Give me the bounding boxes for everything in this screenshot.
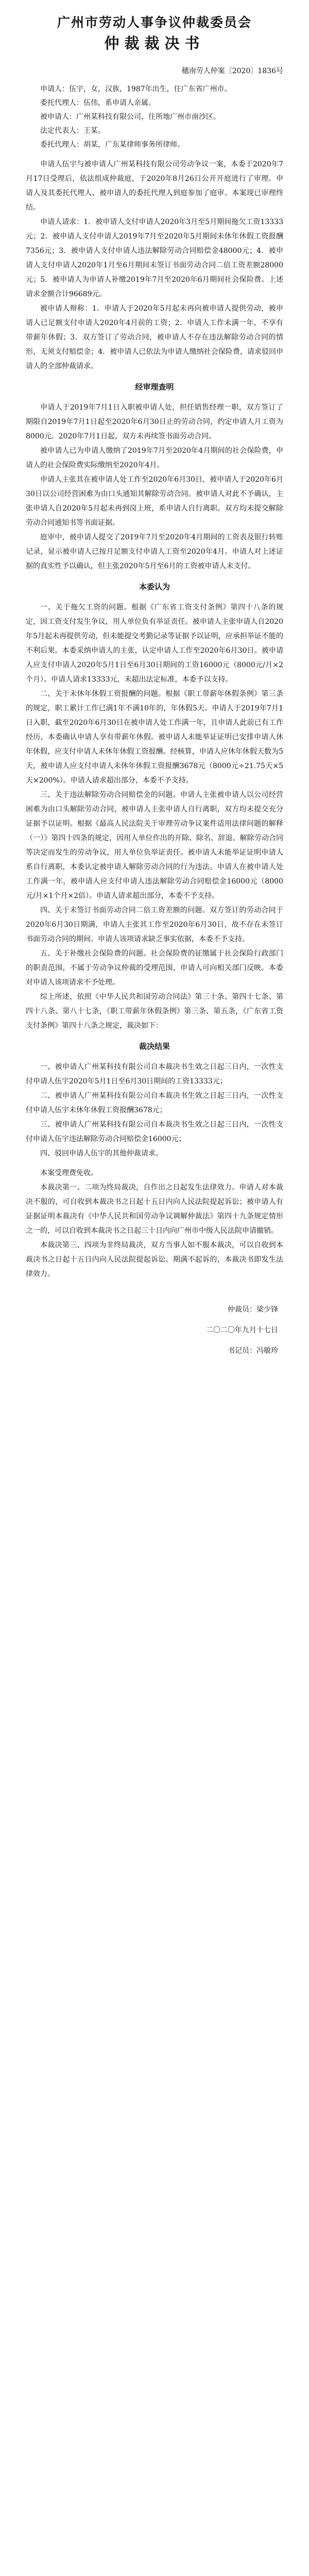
paragraph: 四、关于未签订书面劳动合同二倍工资差额的问题。双方签订的劳动合同于2020年6月30日期满，申请人主张其工作至2020年6月30日，故不存在未签订书面劳动合同的期间。申请人该项请求缺乏事实依据，本委不予支持。 — [26, 906, 283, 943]
ruling-item: 一、被申请人广州某科技有限公司自本裁决书生效之日起三日内，一次性支付申请人伍宇2020年5月1日至6月30日期间的工资13333元； — [26, 1063, 283, 1086]
paragraph: 一、关于拖欠工资的问题。根据《广东省工资支付条例》第四十八条的规定，因工资支付发生争议，用人单位负有举证责任。被申请人主张申请人自2020年5月起未再提供劳动，但未能提交考勤记录等证据予以证明，应承担举证不能的不利后果。本委采纳申请人的主张，认定申请人工作至2020年6月30日。被申请人应支付申请人2020年5月1日至6月30日期间的工资16000元（8000元/月×2个月）。申请人请求13333元，未超出法定标准，本委予以支持。 — [26, 603, 283, 684]
intro-section — [26, 157, 283, 374]
closing-section — [26, 1166, 283, 1281]
signature-block — [26, 1302, 283, 1359]
facts-section — [26, 400, 283, 573]
party-line: 被申请人：广州某科技有限公司，住所地广州市南沙区。 — [40, 113, 220, 121]
case-number: 穗南劳人仲案〔2020〕1836号 — [181, 67, 283, 75]
facts-heading: 经审理查明 — [135, 382, 174, 392]
party-line: 申请人：伍宇，女，汉族，1987年出生，住广东省广州市。 — [40, 85, 232, 93]
ruling-heading: 裁决结果 — [139, 1042, 170, 1051]
arbitrator-name: 仲裁员：梁少锋 — [228, 1306, 278, 1314]
party-line: 委托代理人：胡某，广东某律师事务所律师。 — [40, 141, 184, 149]
paragraph: 三、关于违法解除劳动合同赔偿金的问题。申请人主张被申请人以公司经营困难为由口头解除劳动合同，被申请人主张申请人自行离职，双方均未提交充分证据予以证明。根据《最高人民法院关于审理劳动争议案件适用法律问题的解释（一）》第四十四条的规定，因用人单位作出的开除、除名、辞退、解除劳动合同等决定而发生的劳动争议，用人单位负举证责任。被申请人未能举证证明申请人系自行离职，本委认定被申请人解除劳动合同的行为违法。申请人在被申请人处工作满一年，被申请人应支付申请人违法解除劳动合同赔偿金16000元（8000元/月×1个月×2倍）。申请人请求超出部分，本委不予支持。 — [26, 791, 283, 900]
document-title: 广州市劳动人事争议仲裁委员会 — [57, 15, 252, 30]
paragraph: 被申请人辩称：1．申请人于2020年5月起未再向被申请人提供劳动，被申请人已足额支付申请人2020年4月前的工资；2．申请人工作未满一年，不享有带薪年休假；3．双方签订了劳动合同，被申请人不存在违法解除劳动合同的情形，无须支付赔偿金；4．被申请人已依法为申请人缴纳社会保险费，请求驳回申请人的全部仲裁请求。 — [26, 304, 283, 370]
parties-block — [26, 82, 283, 152]
ruling-date: 二〇二〇年九月十七日 — [206, 1326, 278, 1334]
paragraph: 本裁决第一、二项为终局裁决，自作出之日起发生法律效力。申请人对本裁决不服的，可自收到本裁决书之日起十五日内向人民法院提起诉讼；被申请人有证据证明本裁决有《中华人民共和国劳动争议调解仲裁法》第四十九条规定情形之一的，可以自收到本裁决书之日起三十日内向广州市中级人民法院申请撤销。 — [26, 1183, 283, 1235]
reasoning-section — [26, 600, 283, 1033]
paragraph: 申请人请求：1．被申请人支付申请人2020年3月至5月期间拖欠工资13333元；2．被申请人支付申请人2019年7月至2020年5月期间未休年休假工资报酬7356元；3．被申请人支付申请人违法解除劳动合同赔偿金48000元；4．被申请人支付申请人2020年1月至6月期间未签订书面劳动合同二倍工资差额28000元；5．被申请人为申请人补缴2019年7月至2020年6月期间社会保险费。上述请求金额合计96689元。 — [26, 218, 283, 298]
paragraph: 庭审中，被申请人提交了2019年7月至2020年4月期间的工资表及银行转账记录，显示被申请人已按月足额支付申请人工资至2020年4月。申请人对上述证据的真实性予以确认，但主张2020年5月至6月的工资被申请人未支付。 — [26, 533, 283, 570]
party-line: 委托代理人：伍伟，系申请人亲属。 — [40, 99, 156, 107]
paragraph: 申请人伍宇与被申请人广州某科技有限公司劳动争议一案，本委于2020年7月17日受理后，依法组成仲裁庭，于2020年8月26日公开开庭进行了审理。申请人及其委托代理人、被申请人的委托代理人到庭参加了庭审。本案现已审理终结。 — [26, 160, 283, 212]
paragraph: 本裁决第三、四项为非终局裁决，双方当事人如不服本裁决，可以自收到本裁决书之日起十五日内向人民法院提起诉讼。期满不起诉的，本裁决书即发生法律效力。 — [26, 1241, 283, 1278]
ruling-section — [26, 1060, 283, 1161]
party-line: 法定代表人：王某。 — [40, 127, 105, 135]
paragraph: 本案受理费免收。 — [40, 1169, 98, 1177]
ruling-item: 四、驳回申请人伍宇的其他仲裁请求。 — [40, 1149, 163, 1158]
reasoning-heading: 本委认为 — [139, 582, 170, 591]
paragraph: 二、关于未休年休假工资报酬的问题。根据《职工带薪年休假条例》第三条的规定，职工累计工作已满1年不满10年的，年休假5天。申请人于2019年7月1日入职，截至2020年6月30日在被申请人处工作满一年，且申请人此前已有工作经历，本委确认申请人享有带薪年休假。被申请人未能举证证明已安排申请人休年休假，应支付申请人未休年休假工资报酬。经核算，申请人应休年休假天数为5天，被申请人应支付申请人未休年休假工资报酬3678元（8000元÷21.75天×5天×200%）。申请人请求超出部分，本委不予支持。 — [26, 690, 283, 785]
ruling-item: 三、被申请人广州某科技有限公司自本裁决书生效之日起三日内，一次性支付申请人伍宇违法解除劳动合同赔偿金16000元； — [26, 1121, 283, 1143]
paragraph: 综上所述，依照《中华人民共和国劳动合同法》第三十条、第四十七条、第四十八条、第八十七条，《职工带薪年休假条例》第三条、第五条，《广东省工资支付条例》第四十八条之规定，裁决如下： — [26, 993, 283, 1030]
document-subtitle: 仲裁裁决书 — [104, 35, 205, 52]
paragraph: 申请人主张其在被申请人处工作至2020年6月30日，被申请人于2020年6月30日以公司经营困难为由口头通知其解除劳动合同。被申请人对此不予确认，主张申请人自2020年5月起未再到岗上班，系申请人自行离职。双方均未提交解除劳动合同通知书等书面证据。 — [26, 476, 283, 527]
paragraph: 五、关于补缴社会保险费的问题。社会保险费的征缴属于社会保险行政部门的职责范围，不属于劳动争议仲裁的受理范围，申请人可向相关部门反映。本委对申请人该项请求不予处理。 — [26, 950, 283, 987]
clerk-name: 书记员：冯敏珍 — [228, 1347, 278, 1355]
paragraph: 被申请人已为申请人缴纳了2019年7月至2020年4月期间的社会保险费，申请人的社会保险费实际缴纳至2020年4月。 — [26, 447, 283, 469]
ruling-item: 二、被申请人广州某科技有限公司自本裁决书生效之日起三日内，一次性支付申请人伍宇未休年休假工资报酬3678元； — [26, 1092, 283, 1114]
paragraph: 申请人于2019年7月1日入职被申请人处，担任销售经理一职，双方签订了期限自2019年7月1日起至2020年6月30日止的劳动合同，约定申请人月工资为8000元。2020年7月1日起，双方未再续签书面劳动合同。 — [26, 403, 283, 440]
